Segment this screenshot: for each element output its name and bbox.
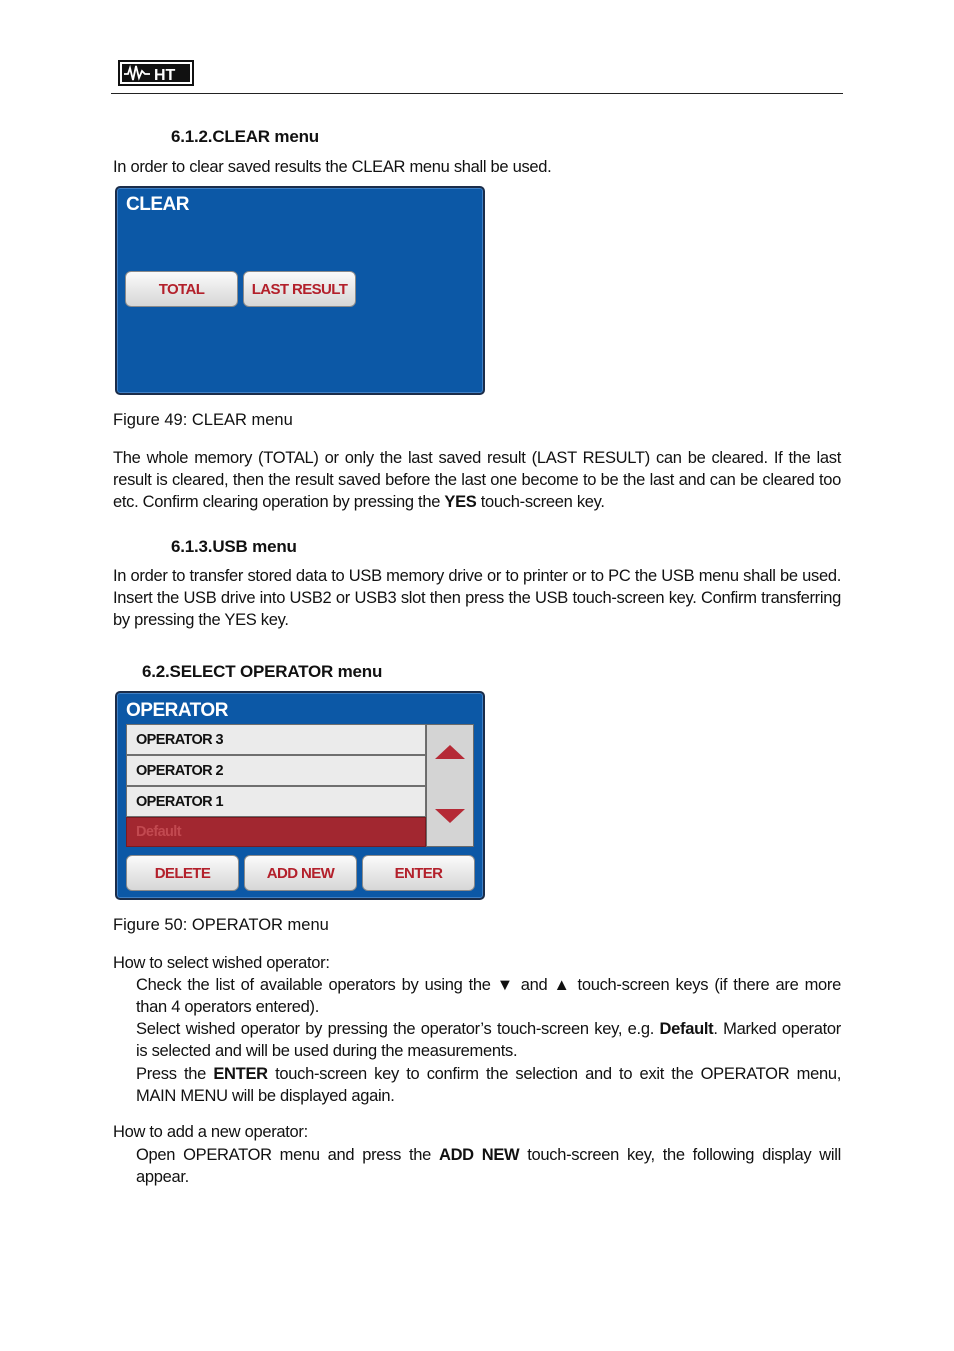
ht-logo — [118, 60, 194, 86]
figure-49-caption: Figure 49: CLEAR menu — [113, 411, 293, 429]
how-add-heading: How to add a new operator: — [113, 1123, 308, 1141]
operator-screen-title: OPERATOR — [126, 700, 228, 721]
add-step-1: Open OPERATOR menu and press the ADD NEW touch-screen key, the following display will appear. — [136, 1146, 841, 1186]
clear-screen — [115, 186, 485, 395]
scroll-up-button[interactable] — [435, 745, 465, 759]
clear-description: The whole memory (TOTAL) or only the last saved result (LAST RESULT) can be cleared. If the last result is cleared, then the result saved before the last one become to be the last and can be cleared too etc. Confirm clearing operation by pressing the YES touch-screen key. — [113, 449, 841, 511]
clear-intro: In order to clear saved results the CLEAR menu shall be used. — [113, 158, 552, 176]
heading-select-operator: 6.2.SELECT OPERATOR menu — [142, 662, 383, 681]
scroll-down-button[interactable] — [435, 809, 465, 823]
select-step-3: Press the ENTER touch-screen key to confirm the selection and to exit the OPERATOR menu, MAIN MENU will be displayed again. — [136, 1065, 841, 1105]
operator-row-3[interactable]: OPERATOR 3 — [126, 724, 426, 755]
logo-text: HT — [154, 67, 176, 84]
select-step-1: Check the list of available operators by using the ▼ and ▲ touch-screen keys (if there are more than 4 operators entered). — [136, 976, 841, 1016]
operator-row-default[interactable]: Default — [126, 817, 426, 847]
operator-row-2[interactable]: OPERATOR 2 — [126, 755, 426, 786]
heading-usb-menu: 6.1.3.USB menu — [171, 537, 297, 556]
arrow-down-icon — [435, 809, 465, 823]
select-step-2: Select wished operator by pressing the operator’s touch-screen key, e.g. Default. Marked operator is selected and will be used during the measurements. — [136, 1020, 841, 1060]
scroll-panel — [426, 724, 474, 847]
heading-clear-menu: 6.1.2.CLEAR menu — [171, 127, 319, 146]
operator-row-1[interactable]: OPERATOR 1 — [126, 786, 426, 817]
how-select-heading: How to select wished operator: — [113, 954, 330, 972]
usb-description: In order to transfer stored data to USB memory drive or to printer or to PC the USB menu shall be used. Insert the USB drive into USB2 or USB3 slot then press the USB touch-screen key. Confirm transferring by pressing the YES key. — [113, 567, 841, 629]
add-new-button[interactable]: ADD NEW — [244, 855, 357, 891]
enter-button[interactable]: ENTER — [362, 855, 475, 891]
last-result-button[interactable]: LAST RESULT — [243, 271, 356, 307]
figure-50-caption: Figure 50: OPERATOR menu — [113, 916, 329, 934]
delete-button[interactable]: DELETE — [126, 855, 239, 891]
arrow-up-icon — [435, 745, 465, 759]
total-button[interactable]: TOTAL — [125, 271, 238, 307]
clear-screen-title: CLEAR — [126, 194, 189, 215]
operator-screen — [115, 691, 485, 900]
header-rule — [111, 93, 843, 94]
